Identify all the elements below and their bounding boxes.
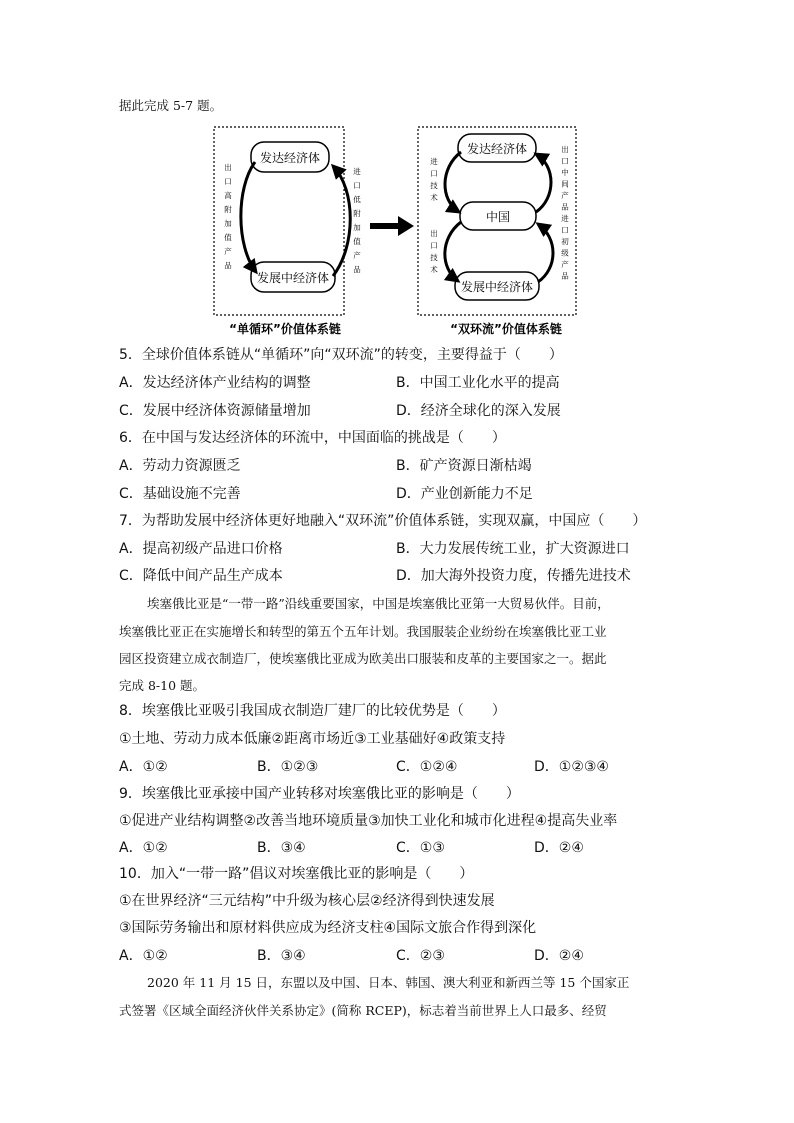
q8-option-a[interactable]: A．①② xyxy=(119,759,168,775)
right-caption: “双环流”价值体系链 xyxy=(450,322,562,336)
right-import-tech-char: 进 xyxy=(430,157,438,166)
left-export-char: 口 xyxy=(224,177,232,186)
q7-option-a[interactable]: A．提高初级产品进口价格 xyxy=(119,541,283,557)
passage-3-line-2: 式签署《区域全面经济伙伴关系协定》(简称 RCEP)，标志着当前世界上人口最多、经贸 xyxy=(119,1003,607,1018)
left-export-char: 出 xyxy=(224,163,232,172)
left-export-char: 品 xyxy=(224,261,232,270)
right-intermediate-char: 进 xyxy=(561,214,569,223)
q9-option-d[interactable]: D．②④ xyxy=(534,840,584,856)
q8-option-c[interactable]: C．①②④ xyxy=(396,759,458,775)
left-import-label xyxy=(353,166,361,274)
right-intermediate-char: 出 xyxy=(561,145,569,154)
right-intermediate-char: 口 xyxy=(561,225,569,235)
q10-option-d[interactable]: D．②④ xyxy=(534,948,584,964)
right-intermediate-char: 品 xyxy=(561,202,569,212)
left-import-char: 进 xyxy=(353,167,361,176)
right-export-tech-char: 出 xyxy=(430,229,438,238)
right-intermediate-char: 级 xyxy=(561,248,569,258)
left-export-label xyxy=(224,162,232,270)
q8-option-b[interactable]: B．①②③ xyxy=(257,759,319,775)
left-import-char: 产 xyxy=(353,251,361,260)
left-import-char: 口 xyxy=(353,181,361,190)
q9-option-a[interactable]: A．①② xyxy=(119,840,168,856)
q5-option-b[interactable]: B．中国工业化水平的提高 xyxy=(396,375,560,391)
right-export-tech-char: 术 xyxy=(430,265,438,274)
q9-option-b[interactable]: B．③④ xyxy=(257,840,306,856)
left-export-char: 高 xyxy=(224,191,232,200)
q7-option-b[interactable]: B．大力发展传统工业，扩大资源进口 xyxy=(396,541,630,557)
right-intermediate-char: 初 xyxy=(561,237,569,246)
left-arc-up xyxy=(333,166,350,276)
q5-option-a[interactable]: A．发达经济体产业结构的调整 xyxy=(119,375,311,391)
passage-2-line-1: 埃塞俄比亚是“一带一路”沿线重要国家，中国是埃塞俄比亚第一大贸易伙伴。目前， xyxy=(147,596,610,611)
q6-option-c[interactable]: C．基础设施不完善 xyxy=(119,486,241,502)
q6-option-b[interactable]: B．矿产资源日渐枯竭 xyxy=(396,458,532,474)
left-export-char: 附 xyxy=(224,205,232,214)
question-9-stem: 9．埃塞俄比亚承接中国产业转移对埃塞俄比亚的影响是（ ） xyxy=(119,786,520,802)
left-export-char: 加 xyxy=(224,219,232,228)
q8-option-d[interactable]: D．①②③④ xyxy=(534,759,609,775)
question-10-stem: 10．加入“一带一路”倡议对埃塞俄比亚的影响是（ ） xyxy=(119,866,474,882)
right-intermediate-char: 间 xyxy=(561,179,569,189)
section-intro: 据此完成 5-7 题。 xyxy=(119,98,223,113)
left-import-char: 加 xyxy=(353,223,361,232)
q8-statements: ①土地、劳动力成本低廉②距离市场近③工业基础好④政策支持 xyxy=(119,731,506,747)
q5-option-c[interactable]: C．发展中经济体资源储量增加 xyxy=(119,403,311,419)
left-export-char: 值 xyxy=(224,233,232,242)
right-intermediate-char: 产 xyxy=(561,191,569,200)
left-import-char: 附 xyxy=(353,209,361,218)
left-import-char: 品 xyxy=(353,265,361,274)
right-developed-label: 发达经济体 xyxy=(466,142,528,156)
left-export-char: 产 xyxy=(224,247,232,256)
right-developing-label: 发展中经济体 xyxy=(460,280,534,294)
passage-2-line-4: 完成 8-10 题。 xyxy=(119,678,206,693)
left-caption: “单循环”价值体系链 xyxy=(229,322,341,336)
left-developing-label: 发展中经济体 xyxy=(256,271,330,285)
q6-option-a[interactable]: A．劳动力资源匮乏 xyxy=(119,458,241,474)
q10-option-c[interactable]: C．②③ xyxy=(396,948,445,964)
right-import-tech-char: 口 xyxy=(430,169,438,178)
q7-option-d[interactable]: D．加大海外投资力度，传播先进技术 xyxy=(396,568,631,584)
left-developed-label: 发达经济体 xyxy=(259,151,321,165)
right-intermediate-char: 中 xyxy=(561,168,569,177)
right-export-tech-label xyxy=(430,228,438,274)
left-import-char: 低 xyxy=(353,195,361,204)
q10-option-a[interactable]: A．①② xyxy=(119,948,168,964)
q10-option-b[interactable]: B．③④ xyxy=(257,948,306,964)
right-export-tech-char: 口 xyxy=(430,241,438,250)
right-intermediate-label xyxy=(561,144,569,281)
passage-3-line-1: 2020 年 11 月 15 日，东盟以及中国、日本、韩国、澳大利亚和新西兰等 15 个国家正 xyxy=(147,975,630,990)
q10-statements-2: ③国际劳务输出和原材料供应成为经济支柱④国际文旅合作得到深化 xyxy=(119,920,537,936)
left-import-char: 值 xyxy=(353,237,361,246)
passage-2-line-2: 埃塞俄比亚正在实施增长和转型的第五个五年计划。我国服装企业纷纷在埃塞俄比亚工业 xyxy=(119,624,607,639)
right-intermediate-char: 品 xyxy=(561,271,569,281)
q9-option-c[interactable]: C．①③ xyxy=(396,840,445,856)
transition-arrow xyxy=(370,216,414,236)
q5-option-d[interactable]: D．经济全球化的深入发展 xyxy=(396,403,561,419)
right-intermediate-char: 口 xyxy=(561,156,569,166)
value-chain-figure xyxy=(0,118,794,358)
right-import-tech-char: 技 xyxy=(430,181,438,190)
question-8-stem: 8．埃塞俄比亚吸引我国成衣制造厂建厂的比较优势是（ ） xyxy=(119,703,506,719)
right-import-tech-char: 术 xyxy=(430,193,438,202)
q7-option-c[interactable]: C．降低中间产品生产成本 xyxy=(119,568,283,584)
q10-statements-1: ①在世界经济“三元结构”中升级为核心层②经济得到快速发展 xyxy=(119,893,495,909)
passage-2-line-3: 园区投资建立成衣制造厂，使埃塞俄比亚成为欧美出口服装和皮革的主要国家之一。据此 xyxy=(119,651,607,666)
right-china-label: 中国 xyxy=(485,210,511,224)
right-export-tech-char: 技 xyxy=(430,253,438,262)
question-5-stem: 5．全球价值体系链从“单循环”向“双环流”的转变，主要得益于（ ） xyxy=(119,347,563,363)
right-import-tech-label xyxy=(430,156,438,202)
question-7-stem: 7．为帮助发展中经济体更好地融入“双环流”价值体系链，实现双赢，中国应（ ） xyxy=(119,513,647,529)
left-arc-down xyxy=(241,162,256,272)
q9-statements: ①促进产业结构调整②改善当地环境质量③加快工业化和城市化进程④提高失业率 xyxy=(119,813,618,829)
q6-option-d[interactable]: D．产业创新能力不足 xyxy=(396,486,533,502)
question-6-stem: 6．在中国与发达经济体的环流中，中国面临的挑战是（ ） xyxy=(119,430,506,446)
right-intermediate-char: 产 xyxy=(561,260,569,269)
